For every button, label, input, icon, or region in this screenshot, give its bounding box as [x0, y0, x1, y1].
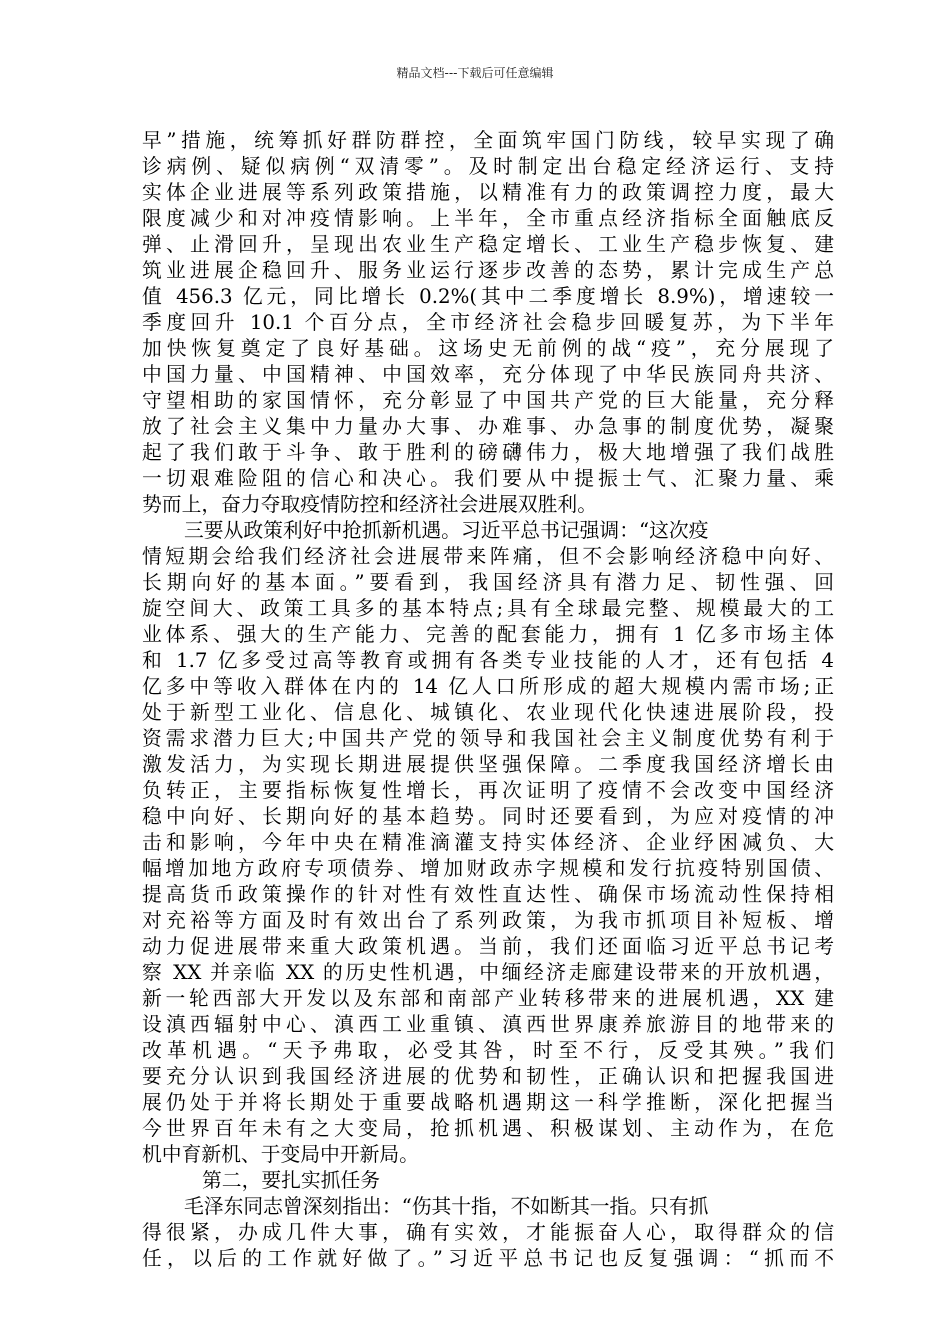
paragraph-line: 情短期会给我们经济社会进展带来阵痛，但不会影响经济稳中向好、 [142, 545, 834, 568]
paragraph-line: 放了社会主义集中力量办大事、办难事、办急事的制度优势，凝聚 [142, 415, 834, 438]
paragraph-line: 诊病例、疑似病例“双清零”。及时制定出台稳定经济运行、支持 [142, 155, 834, 178]
paragraph-line: 察 XX 并亲临 XX 的历史性机遇，中缅经济走廊建设带来的开放机遇， [142, 961, 834, 984]
paragraph-line: 激发活力，为实现长期进展提供坚强保障。二季度我国经济增长由 [142, 753, 834, 776]
paragraph-line: 负转正，主要指标恢复性增长，再次证明了疫情不会改变中国经济 [142, 779, 834, 802]
paragraph-line: 筑业进展企稳回升、服务业运行逐步改善的态势，累计完成生产总 [142, 259, 834, 282]
document-body [142, 128, 834, 1272]
paragraph-line: 要充分认识到我国经济进展的优势和韧性，正确认识和把握我国进 [142, 1065, 834, 1088]
paragraph-line: 势而上，奋力夺取疫情防控和经济社会进展双胜利。 [142, 493, 597, 516]
paragraph-line: 亿多中等收入群体在内的 14 亿人口所形成的超大规模内需市场;正 [142, 675, 834, 698]
paragraph-line: 得很紧，办成几件大事，确有实效，才能振奋人心，取得群众的信 [142, 1221, 834, 1244]
paragraph-line: 季度回升 10.1 个百分点，全市经济社会稳步回暖复苏，为下半年 [142, 311, 834, 334]
paragraph-line: 三要从政策利好中抢抓新机遇。习近平总书记强调：“这次疫 [184, 519, 709, 542]
paragraph-line: 中国力量、中国精神、中国效率，充分体现了中华民族同舟共济、 [142, 363, 834, 386]
paragraph-line: 提高货币政策操作的针对性有效性直达性、确保市场流动性保持相 [142, 883, 834, 906]
paragraph-line: 动力促进展带来重大政策机遇。当前，我们还面临习近平总书记考 [142, 935, 834, 958]
paragraph-line: 对充裕等方面及时有效出台了系列政策，为我市抓项目补短板、增 [142, 909, 834, 932]
paragraph-line: 业体系、强大的生产能力、完善的配套能力，拥有 1 亿多市场主体 [142, 623, 834, 646]
paragraph-line: 毛泽东同志曾深刻指出：“伤其十指，不如断其一指。只有抓 [184, 1195, 709, 1218]
paragraph-line: 限度减少和对冲疫情影响。上半年，全市重点经济指标全面触底反 [142, 207, 834, 230]
paragraph-line: 击和影响，今年中央在精准滴灌支持实体经济、企业纾困减负、大 [142, 831, 834, 854]
paragraph-line: 长期向好的基本面。”要看到，我国经济具有潜力足、韧性强、回 [142, 571, 834, 594]
paragraph-line: 守望相助的家国情怀，充分彰显了中国共产党的巨大能量，充分释 [142, 389, 834, 412]
paragraph-line: 改革机遇。“天予弗取，必受其咎，时至不行，反受其殃。”我们 [142, 1039, 834, 1062]
paragraph-line: 一切艰难险阻的信心和决心。我们要从中提振士气、汇聚力量、乘 [142, 467, 834, 490]
paragraph-line: 起了我们敢于斗争、敢于胜利的磅礴伟力，极大地增强了我们战胜 [142, 441, 834, 464]
paragraph-line: 旋空间大、政策工具多的基本特点;具有全球最完整、规模最大的工 [142, 597, 834, 620]
paragraph-line: 稳中向好、长期向好的基本趋势。同时还要看到，为应对疫情的冲 [142, 805, 834, 828]
paragraph-line: 处于新型工业化、信息化、城镇化、农业现代化快速进展阶段，投 [142, 701, 834, 724]
paragraph-line: 和 1.7 亿多受过高等教育或拥有各类专业技能的人才，还有包括 4 [142, 649, 834, 672]
paragraph-line: 任，以后的工作就好做了。”习近平总书记也反复强调：“抓而不 [142, 1247, 834, 1270]
paragraph-line: 新一轮西部大开发以及东部和南部产业转移带来的进展机遇，XX 建 [142, 987, 834, 1010]
paragraph-line: 今世界百年未有之大变局，抢抓机遇、积极谋划、主动作为，在危 [142, 1117, 834, 1140]
paragraph-line: 机中育新机、于变局中开新局。 [142, 1143, 419, 1166]
paragraph-line: 弹、止滑回升，呈现出农业生产稳定增长、工业生产稳步恢复、建 [142, 233, 834, 256]
paragraph-line: 资需求潜力巨大;中国共产党的领导和我国社会主义制度优势有利于 [142, 727, 834, 750]
paragraph-line: 值 456.3 亿元，同比增长 0.2%(其中二季度增长 8.9%)，增速较一 [142, 285, 834, 308]
paragraph-line: 设滇西辐射中心、滇西工业重镇、滇西世界康养旅游目的地带来的 [142, 1013, 834, 1036]
paragraph-line: 幅增加地方政府专项债券、增加财政赤字规模和发行抗疫特别国债、 [142, 857, 834, 880]
paragraph-line: 第二，要扎实抓任务 [202, 1169, 381, 1192]
paragraph-line: 加快恢复奠定了良好基础。这场史无前例的战“疫”，充分展现了 [142, 337, 834, 360]
paragraph-line: 早”措施，统筹抓好群防群控，全面筑牢国门防线，较早实现了确 [142, 129, 834, 152]
page-header-watermark: 精品文档---下载后可任意编辑 [396, 66, 554, 80]
paragraph-line: 展仍处于并将长期处于重要战略机遇期这一科学推断，深化把握当 [142, 1091, 834, 1114]
paragraph-line: 实体企业进展等系列政策措施，以精准有力的政策调控力度，最大 [142, 181, 834, 204]
